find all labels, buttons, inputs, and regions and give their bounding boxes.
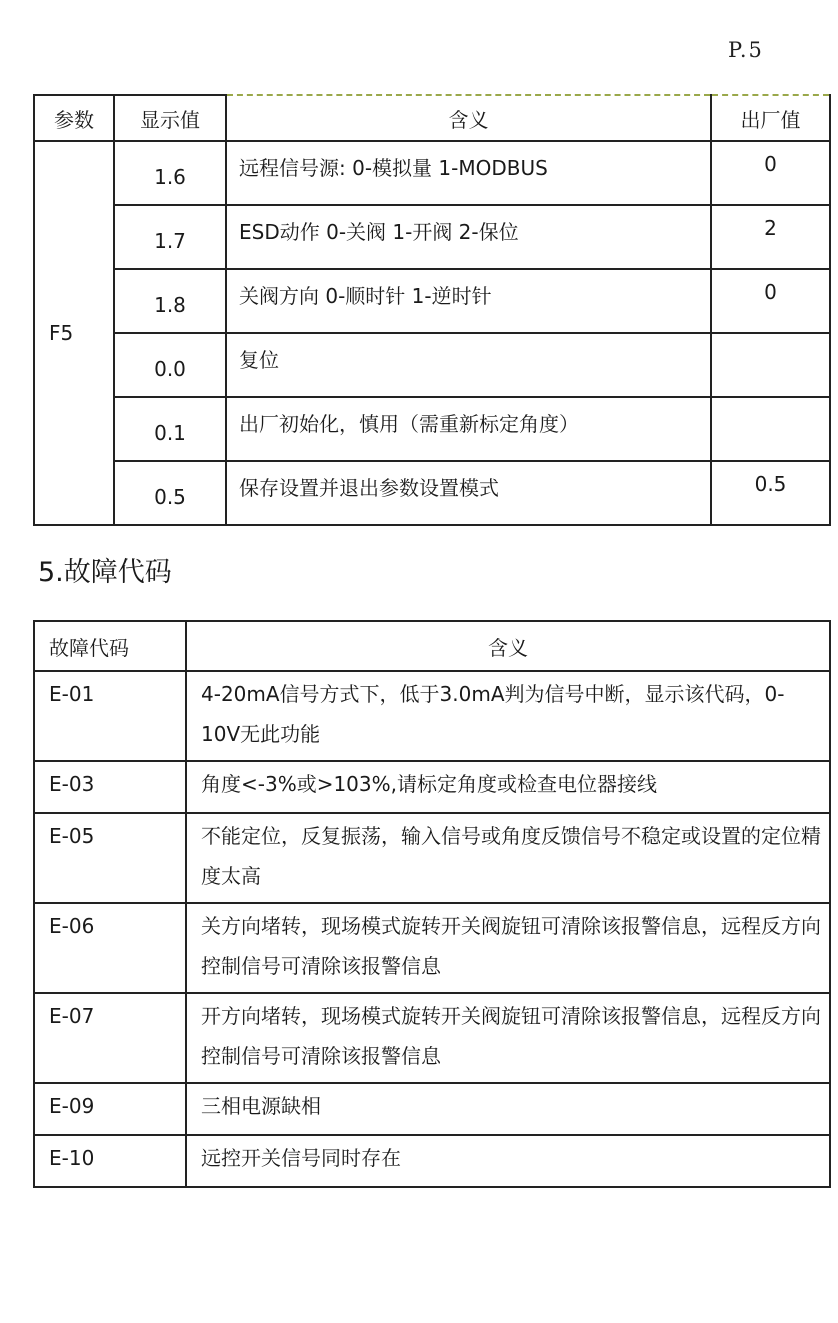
table-row <box>34 461 830 525</box>
table-row <box>34 671 830 761</box>
fault-description-cell: 4-20mA信号方式下，低于3.0mA判为信号中断，显示该代码，0-10V无此功能 <box>186 671 830 761</box>
display-value-cell: 0.0 <box>114 333 226 397</box>
display-value-cell: 0.1 <box>114 397 226 461</box>
meaning-cell: 出厂初始化，慎用（需重新标定角度） <box>226 397 711 461</box>
table-row <box>34 205 830 269</box>
fault-code-cell: E-03 <box>34 761 186 813</box>
header-fault-code: 故障代码 <box>34 621 186 671</box>
table-row <box>34 269 830 333</box>
fault-description-cell: 不能定位，反复振荡，输入信号或角度反馈信号不稳定或设置的定位精度太高 <box>186 813 830 903</box>
table-row <box>34 141 830 205</box>
meaning-cell: ESD动作 0-关阀 1-开阀 2-保位 <box>226 205 711 269</box>
parameter-table <box>33 94 831 526</box>
display-value-cell: 1.6 <box>114 141 226 205</box>
fault-code-cell: E-06 <box>34 903 186 993</box>
display-value-cell: 0.5 <box>114 461 226 525</box>
table-row <box>34 761 830 813</box>
fault-description-cell: 关方向堵转，现场模式旋转开关阀旋钮可清除该报警信息，远程反方向控制信号可清除该报警信息 <box>186 903 830 993</box>
page-number: P.5 <box>728 38 764 62</box>
fault-description-cell: 开方向堵转，现场模式旋转开关阀旋钮可清除该报警信息，远程反方向控制信号可清除该报警信息 <box>186 993 830 1083</box>
header-meaning: 含义 <box>226 95 711 141</box>
fault-code-cell: E-07 <box>34 993 186 1083</box>
display-value-cell: 1.7 <box>114 205 226 269</box>
fault-description-cell: 角度<-3%或>103%,请标定角度或检查电位器接线 <box>186 761 830 813</box>
table-row <box>34 1135 830 1187</box>
header-factory-value: 出厂值 <box>711 95 830 141</box>
fault-code-cell: E-10 <box>34 1135 186 1187</box>
meaning-cell: 复位 <box>226 333 711 397</box>
factory-value-cell: 0.5 <box>711 461 830 525</box>
header-param: 参数 <box>34 95 114 141</box>
param-group-cell: F5 <box>34 141 114 525</box>
table-row <box>34 1083 830 1135</box>
meaning-cell: 远程信号源: 0-模拟量 1-MODBUS <box>226 141 711 205</box>
section-title: 5.故障代码 <box>38 557 172 588</box>
factory-value-cell: 0 <box>711 141 830 205</box>
table-row <box>34 903 830 993</box>
table-row <box>34 813 830 903</box>
fault-code-cell: E-01 <box>34 671 186 761</box>
fault-code-cell: E-05 <box>34 813 186 903</box>
display-value-cell: 1.8 <box>114 269 226 333</box>
factory-value-cell <box>711 397 830 461</box>
factory-value-cell: 2 <box>711 205 830 269</box>
fault-description-cell: 三相电源缺相 <box>186 1083 830 1135</box>
header-meaning: 含义 <box>186 621 830 671</box>
table-row <box>34 333 830 397</box>
factory-value-cell <box>711 333 830 397</box>
table-row <box>34 993 830 1083</box>
factory-value-cell: 0 <box>711 269 830 333</box>
fault-code-table <box>33 620 831 1188</box>
fault-table-header <box>34 621 830 671</box>
parameter-table-header <box>34 95 830 141</box>
meaning-cell: 关阀方向 0-顺时针 1-逆时针 <box>226 269 711 333</box>
fault-code-cell: E-09 <box>34 1083 186 1135</box>
table-row <box>34 397 830 461</box>
header-display-value: 显示值 <box>114 95 226 141</box>
fault-description-cell: 远控开关信号同时存在 <box>186 1135 830 1187</box>
meaning-cell: 保存设置并退出参数设置模式 <box>226 461 711 525</box>
